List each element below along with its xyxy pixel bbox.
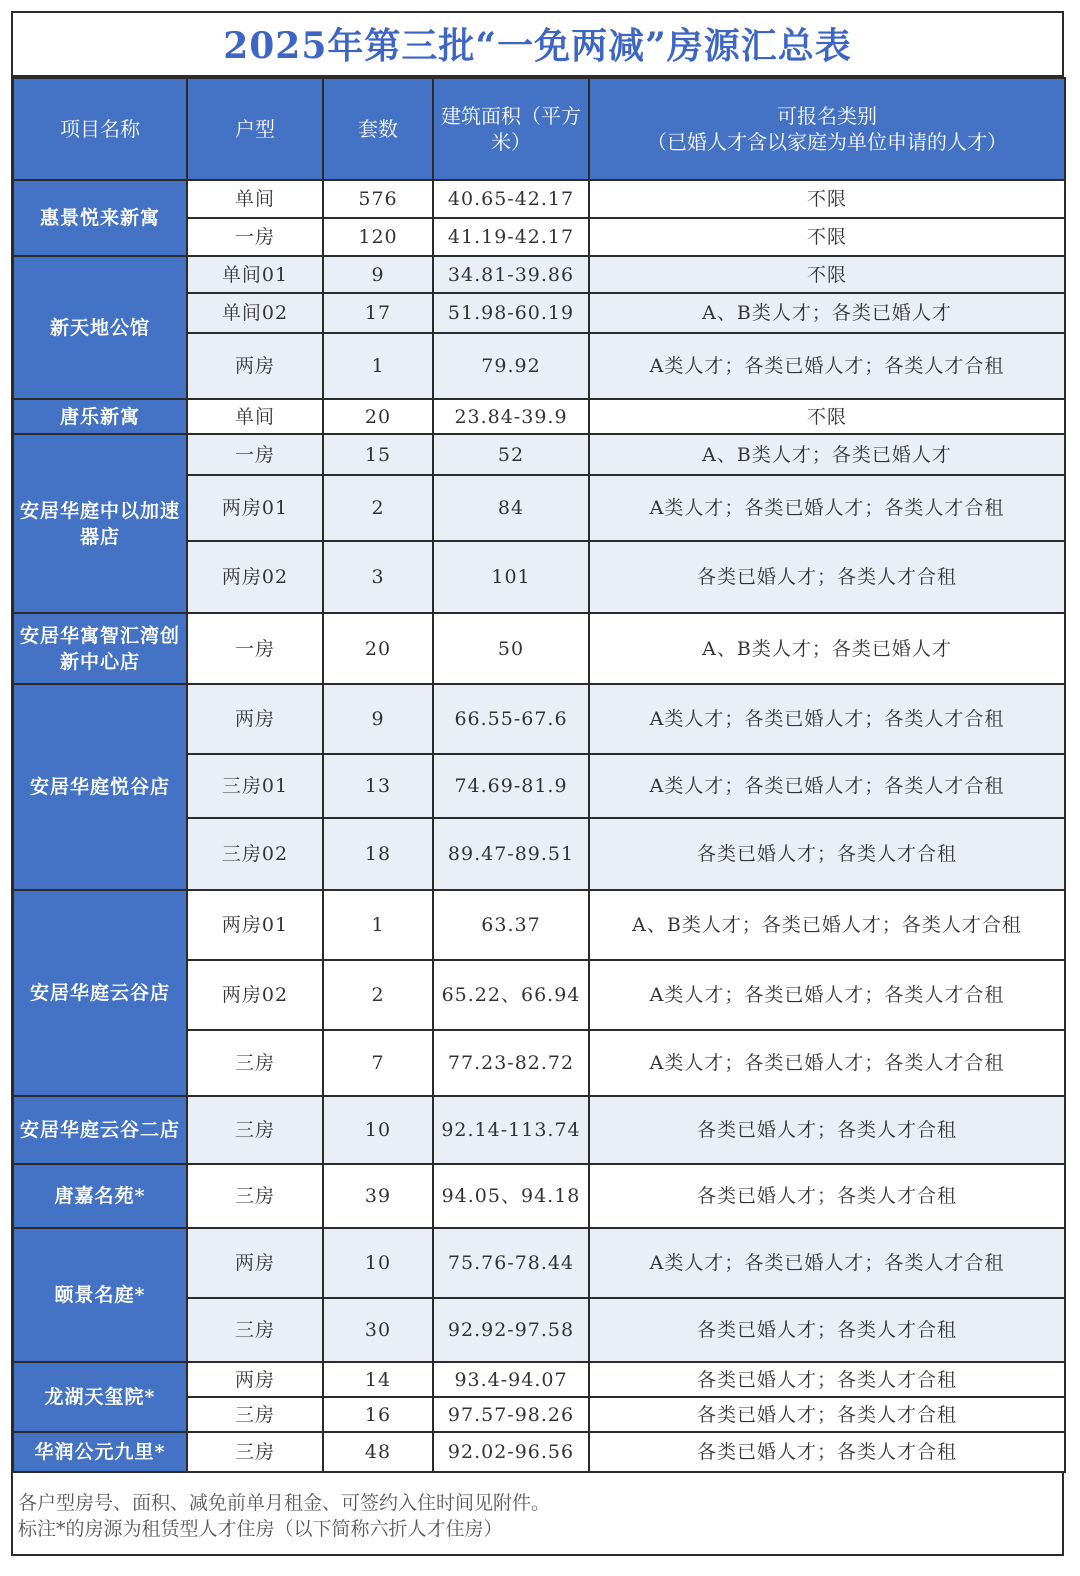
area-cell: 89.47-89.51 <box>433 818 589 890</box>
housing-summary-table <box>12 77 1066 1473</box>
type-cell: 两房02 <box>187 541 323 613</box>
eligibility-cell: 各类已婚人才；各类人才合租 <box>589 818 1065 890</box>
type-cell: 三房 <box>187 1164 323 1228</box>
table-row <box>13 613 1065 684</box>
type-cell: 两房01 <box>187 890 323 960</box>
eligibility-cell: 不限 <box>589 180 1065 218</box>
header-project: 项目名称 <box>13 78 187 180</box>
type-cell: 两房 <box>187 684 323 754</box>
project-name-cell: 安居华庭云谷店 <box>13 890 187 1096</box>
count-cell: 48 <box>323 1432 433 1472</box>
area-cell: 101 <box>433 541 589 613</box>
eligibility-cell: 各类已婚人才；各类人才合租 <box>589 1397 1065 1432</box>
area-cell: 84 <box>433 475 589 541</box>
eligibility-cell: A、B类人才；各类已婚人才 <box>589 434 1065 475</box>
header-eligibility-note: （已婚人才含以家庭为单位申请的人才） <box>647 130 1007 154</box>
area-cell: 92.02-96.56 <box>433 1432 589 1472</box>
count-cell: 20 <box>323 613 433 684</box>
table-row <box>13 890 1065 960</box>
area-cell: 65.22、66.94 <box>433 960 589 1030</box>
area-cell: 75.76-78.44 <box>433 1228 589 1298</box>
area-cell: 40.65-42.17 <box>433 180 589 218</box>
header-area: 建筑面积（平方米） <box>433 78 589 180</box>
count-cell: 1 <box>323 890 433 960</box>
type-cell: 两房02 <box>187 960 323 1030</box>
table-row <box>13 1096 1065 1164</box>
eligibility-cell: 各类已婚人才；各类人才合租 <box>589 1362 1065 1397</box>
project-name-cell: 新天地公馆 <box>13 256 187 399</box>
type-cell: 两房01 <box>187 475 323 541</box>
area-cell: 77.23-82.72 <box>433 1030 589 1096</box>
area-cell: 41.19-42.17 <box>433 218 589 256</box>
count-cell: 9 <box>323 684 433 754</box>
type-cell: 两房 <box>187 1228 323 1298</box>
area-cell: 79.92 <box>433 333 589 399</box>
count-cell: 39 <box>323 1164 433 1228</box>
eligibility-cell: A、B类人才；各类已婚人才 <box>589 293 1065 333</box>
type-cell: 单间 <box>187 180 323 218</box>
type-cell: 三房 <box>187 1397 323 1432</box>
project-name-cell: 惠景悦来新寓 <box>13 180 187 256</box>
count-cell: 20 <box>323 399 433 434</box>
eligibility-cell: 不限 <box>589 399 1065 434</box>
eligibility-cell: 各类已婚人才；各类人才合租 <box>589 1298 1065 1362</box>
type-cell: 一房 <box>187 613 323 684</box>
count-cell: 2 <box>323 960 433 1030</box>
table-row <box>13 684 1065 754</box>
count-cell: 1 <box>323 333 433 399</box>
type-cell: 单间01 <box>187 256 323 293</box>
type-cell: 单间 <box>187 399 323 434</box>
type-cell: 两房 <box>187 333 323 399</box>
eligibility-cell: 各类已婚人才；各类人才合租 <box>589 1096 1065 1164</box>
type-cell: 三房 <box>187 1030 323 1096</box>
eligibility-cell: 不限 <box>589 256 1065 293</box>
type-cell: 三房 <box>187 1432 323 1472</box>
eligibility-cell: A类人才；各类已婚人才；各类人才合租 <box>589 684 1065 754</box>
table-body <box>13 180 1065 1472</box>
project-name-cell: 唐乐新寓 <box>13 399 187 434</box>
area-cell: 93.4-94.07 <box>433 1362 589 1397</box>
project-name-cell: 安居华庭云谷二店 <box>13 1096 187 1164</box>
area-cell: 94.05、94.18 <box>433 1164 589 1228</box>
table-row <box>13 180 1065 218</box>
project-name-cell: 龙湖天玺院* <box>13 1362 187 1432</box>
project-name-cell: 颐景名庭* <box>13 1228 187 1362</box>
eligibility-cell: 各类已婚人才；各类人才合租 <box>589 1164 1065 1228</box>
count-cell: 3 <box>323 541 433 613</box>
header-type: 户型 <box>187 78 323 180</box>
table-row <box>13 399 1065 434</box>
eligibility-cell: 各类已婚人才；各类人才合租 <box>589 1432 1065 1472</box>
eligibility-cell: A类人才；各类已婚人才；各类人才合租 <box>589 1228 1065 1298</box>
eligibility-cell: A类人才；各类已婚人才；各类人才合租 <box>589 754 1065 818</box>
eligibility-cell: A、B类人才；各类已婚人才 <box>589 613 1065 684</box>
project-name-cell: 唐嘉名苑* <box>13 1164 187 1228</box>
eligibility-cell: 各类已婚人才；各类人才合租 <box>589 541 1065 613</box>
table-header-row <box>13 78 1065 180</box>
type-cell: 三房 <box>187 1298 323 1362</box>
count-cell: 10 <box>323 1228 433 1298</box>
count-cell: 120 <box>323 218 433 256</box>
eligibility-cell: A类人才；各类已婚人才；各类人才合租 <box>589 475 1065 541</box>
footnote-2: 标注*的房源为租赁型人才住房（以下简称六折人才住房） <box>18 1518 503 1540</box>
count-cell: 18 <box>323 818 433 890</box>
project-name-cell: 华润公元九里* <box>13 1432 187 1472</box>
table-row <box>13 256 1065 293</box>
type-cell: 单间02 <box>187 293 323 333</box>
eligibility-cell: A类人才；各类已婚人才；各类人才合租 <box>589 1030 1065 1096</box>
eligibility-cell: A、B类人才；各类已婚人才；各类人才合租 <box>589 890 1065 960</box>
count-cell: 13 <box>323 754 433 818</box>
eligibility-cell: A类人才；各类已婚人才；各类人才合租 <box>589 960 1065 1030</box>
area-cell: 52 <box>433 434 589 475</box>
project-name-cell: 安居华庭中以加速器店 <box>13 434 187 613</box>
header-count: 套数 <box>323 78 433 180</box>
area-cell: 23.84-39.9 <box>433 399 589 434</box>
count-cell: 2 <box>323 475 433 541</box>
footnote-1: 各户型房号、面积、减免前单月租金、可签约入住时间见附件。 <box>18 1492 551 1514</box>
eligibility-cell: A类人才；各类已婚人才；各类人才合租 <box>589 333 1065 399</box>
area-cell: 50 <box>433 613 589 684</box>
count-cell: 15 <box>323 434 433 475</box>
count-cell: 10 <box>323 1096 433 1164</box>
area-cell: 51.98-60.19 <box>433 293 589 333</box>
count-cell: 9 <box>323 256 433 293</box>
table-row <box>13 434 1065 475</box>
table-row <box>13 1164 1065 1228</box>
count-cell: 7 <box>323 1030 433 1096</box>
type-cell: 一房 <box>187 218 323 256</box>
type-cell: 三房 <box>187 1096 323 1164</box>
count-cell: 30 <box>323 1298 433 1362</box>
table-row <box>13 1228 1065 1298</box>
page-title: 2025年第三批“一免两减”房源汇总表 <box>11 11 1064 77</box>
area-cell: 63.37 <box>433 890 589 960</box>
type-cell: 两房 <box>187 1362 323 1397</box>
area-cell: 92.14-113.74 <box>433 1096 589 1164</box>
area-cell: 97.57-98.26 <box>433 1397 589 1432</box>
type-cell: 三房01 <box>187 754 323 818</box>
count-cell: 576 <box>323 180 433 218</box>
area-cell: 66.55-67.6 <box>433 684 589 754</box>
project-name-cell: 安居华寓智汇湾创新中心店 <box>13 613 187 684</box>
area-cell: 92.92-97.58 <box>433 1298 589 1362</box>
count-cell: 16 <box>323 1397 433 1432</box>
header-eligibility <box>589 78 1065 180</box>
footnotes <box>18 1490 550 1542</box>
count-cell: 14 <box>323 1362 433 1397</box>
count-cell: 17 <box>323 293 433 333</box>
area-cell: 74.69-81.9 <box>433 754 589 818</box>
table-row <box>13 1362 1065 1397</box>
area-cell: 34.81-39.86 <box>433 256 589 293</box>
table-row <box>13 1432 1065 1472</box>
header-eligibility-title: 可报名类别 <box>777 104 877 128</box>
project-name-cell: 安居华庭悦谷店 <box>13 684 187 890</box>
type-cell: 三房02 <box>187 818 323 890</box>
eligibility-cell: 不限 <box>589 218 1065 256</box>
type-cell: 一房 <box>187 434 323 475</box>
